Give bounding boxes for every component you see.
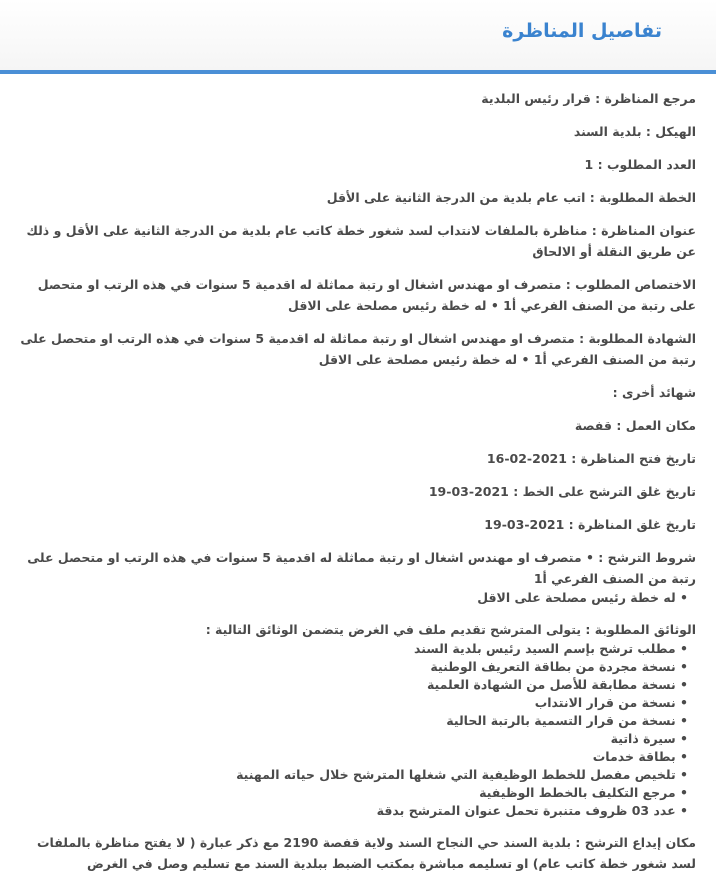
field-degree: الشهادة المطلوبة : متصرف او مهندس اشغال او رتبة مماثلة له اقدمية 5 سنوات في هذه الرتب او متحصل على رتبة من الصنف الفرعي أ1 • له خطة رئيس مصلحة على الاقل [20,331,696,367]
field-label: الهيكل [655,124,696,139]
field-documents: الوثائق المطلوبة : يتولى المترشح تقديم ملف في الغرض يتضمن الوثائق التالية : • مطلب ترشح بإسم السيد رئيس بلدية السند • نسخة مجردة من بطاقة التعريف الوطنية • نسخة مطابقة للأصل من الشهادة العلمية • نسخة من قرار الانتداب • نسخة من قرار التسمية بالرتبة الحالية • سيرة ذاتية • بطاقة خدمات • تلخيص مفصل للخطط الوظيفية التي شغلها المترشح خلال حياته المهنية • مرجع التكليف بالخطط الوظيفية • عدد 03 ظروف متنبرة تحمل عنوان المترشح بدقة [14,619,696,820]
field-value: قرار رئيس البلدية [481,91,591,106]
field-label: شهائد أخرى [621,385,696,400]
conditions-list [14,589,696,607]
field-value: 2021-03-19 [484,517,565,532]
field-label: تاريخ غلق المناظرة [578,517,696,532]
field-value: مناظرة بالملفات لانتداب لسد شغور خطة كاتب عام بلدية من الدرجة الثانية على الأقل و ذلك عن طريق النقلة أو الالحاق [26,223,696,259]
list-item: • نسخة من قرار التسمية بالرتبة الحالية [14,712,688,730]
field-label: العدد المطلوب [606,157,696,172]
field-value: بلدية السند [573,124,642,139]
field-online-close-date: تاريخ غلق الترشح على الخط : 2021-03-19 [428,484,696,499]
list-item: • مطلب ترشح بإسم السيد رئيس بلدية السند [14,640,688,658]
field-value: 2021-03-19 [428,484,509,499]
field-open-date: تاريخ فتح المناظرة : 2021-02-16 [486,451,696,466]
field-label: عنوان المناظرة [601,223,696,238]
list-item: • بطاقة خدمات [14,748,688,766]
field-value: 1 [584,157,594,172]
list-item: • نسخة مجردة من بطاقة التعريف الوطنية [14,658,688,676]
documents-list [14,640,696,820]
list-item: • مرجع التكليف بالخطط الوظيفية [14,784,688,802]
field-count: العدد المطلوب : 1 [584,157,696,172]
field-label: مرجع المناظرة [604,91,696,106]
list-item: • سيرة ذاتية [14,730,688,748]
page-header [0,0,716,74]
list-item: • تلخيص مفصل للخطط الوظيفية التي شغلها المترشح خلال حياته المهنية [14,766,688,784]
field-value: متصرف او مهندس اشغال او رتبة مماثلة له اقدمية 5 سنوات في هذه الرتب او متحصل على رتبة من الصنف الفرعي أ1 • له خطة رئيس مصلحة على الاقل [37,277,696,313]
field-value: 2021-02-16 [486,451,567,466]
field-specialty: الاختصاص المطلوب : متصرف او مهندس اشغال او رتبة مماثلة له اقدمية 5 سنوات في هذه الرتب او متحصل على رتبة من الصنف الفرعي أ1 • له خطة رئيس مصلحة على الاقل [37,277,696,313]
field-value: • متصرف او مهندس اشغال او رتبة مماثلة له اقدمية 5 سنوات في هذه الرتب او متحصل على رتبة من الصنف الفرعي أ1 [27,550,696,586]
field-conditions: شروط الترشح : • متصرف او مهندس اشغال او رتبة مماثلة له اقدمية 5 سنوات في هذه الرتب او متحصل على رتبة من الصنف الفرعي أ1 • له خطة رئيس مصلحة على الاقل [14,547,696,607]
field-workplace: مكان العمل : قفصة [574,418,696,433]
list-item: • نسخة مطابقة للأصل من الشهادة العلمية [14,676,688,694]
list-item: • له خطة رئيس مصلحة على الاقل [14,589,688,607]
field-structure: الهيكل : بلدية السند [573,124,696,139]
field-label: مكان العمل [625,418,696,433]
field-label: مكان إيداع الترشح [584,835,696,850]
field-label: الخطة المطلوبة [599,190,696,205]
field-label: الوثائق المطلوبة [594,622,696,637]
field-deposit: مكان إيداع الترشح : بلدية السند حي النجاح السند ولاية قفصة 2190 مع ذكر عبارة ( لا يفتح مناظرة بالملفات لسد شغور خطة كاتب عام) او تسليمه مباشرة بمكتب الضبط ببلدية السند مع تسليم وصل في الغرض [36,835,696,871]
field-contest-title: عنوان المناظرة : مناظرة بالملفات لانتداب لسد شغور خطة كاتب عام بلدية من الدرجة الثانية على الأقل و ذلك عن طريق النقلة أو الالحاق [26,223,696,259]
field-label: تاريخ فتح المناظرة [580,451,696,466]
field-value: اتب عام بلدية من الدرجة الثانية على الأقل [326,190,586,205]
field-label: تاريخ غلق الترشح على الخط [522,484,696,499]
field-label: الشهادة المطلوبة [588,331,696,346]
field-position: الخطة المطلوبة : اتب عام بلدية من الدرجة الثانية على الأقل [326,190,696,205]
field-value: بلدية السند حي النجاح السند ولاية قفصة 2190 مع ذكر عبارة ( لا يفتح مناظرة بالملفات لسد شغور خطة كاتب عام) او تسليمه مباشرة بمكتب الضبط ببلدية السند مع تسليم وصل في الغرض [36,835,696,871]
field-other-degrees: شهائد أخرى : [612,385,696,400]
page-title: تفاصيل المناظرة [502,20,662,42]
field-label: الاختصاص المطلوب [575,277,696,292]
list-item: • نسخة من قرار الانتداب [14,694,688,712]
field-value: يتولى المترشح تقديم ملف في الغرض يتضمن الوثائق التالية : [205,622,582,637]
field-reference: مرجع المناظرة : قرار رئيس البلدية [481,91,696,106]
list-item: • عدد 03 ظروف متنبرة تحمل عنوان المترشح بدقة [14,802,688,820]
field-value: قفصة [574,418,612,433]
details-content [0,74,726,874]
field-close-date: تاريخ غلق المناظرة : 2021-03-19 [484,517,696,532]
field-label: شروط الترشح [607,550,696,565]
field-value: متصرف او مهندس اشغال او رتبة مماثلة له اقدمية 5 سنوات في هذه الرتب او متحصل على رتبة من الصنف الفرعي أ1 • له خطة رئيس مصلحة على الاقل [20,331,696,367]
